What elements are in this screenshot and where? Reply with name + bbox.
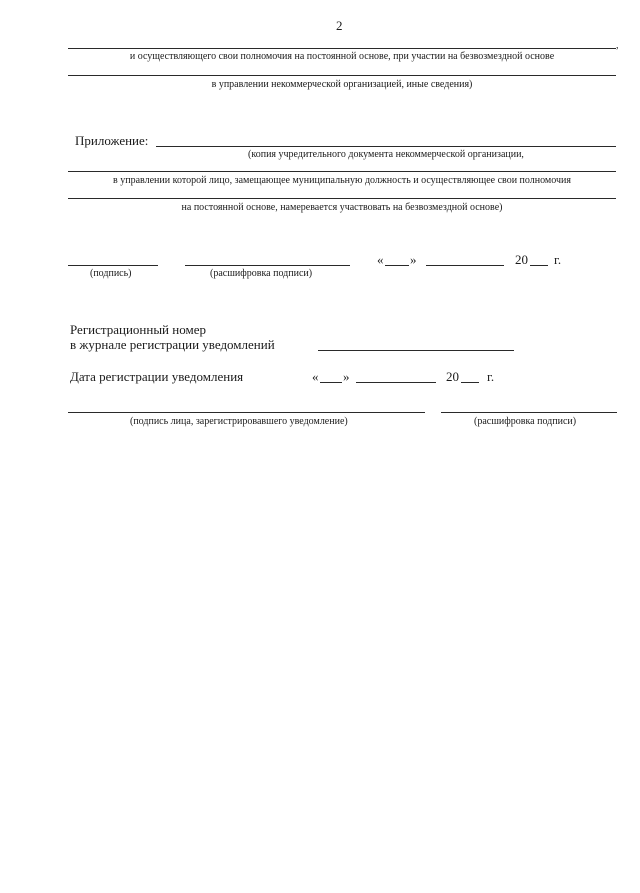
registrar-decode-caption: (расшифровка подписи) [474,416,577,427]
reg-number-line [318,350,514,351]
year-line [461,382,479,383]
field-caption: в управлении некоммерческой организацией, иные сведения) [211,79,473,90]
year-line [530,265,548,266]
day-line [385,265,409,266]
registrar-decode-line [441,412,617,413]
reg-date-label: Дата регистрации уведомления [70,369,244,384]
year-prefix: 20 [446,369,459,384]
quote-open: « [377,252,384,267]
year-suffix: г. [554,252,562,267]
fill-line [68,171,616,172]
field-caption: и осуществляющего свои полномочия на постоянной основе, при участии на безвозмездной основе [129,51,555,62]
decode-line [185,265,350,266]
month-line [356,382,436,383]
field-caption: (копия учредительного документа некоммерческой организации, [248,149,524,160]
fill-line [68,198,616,199]
fill-line [68,48,616,49]
year-prefix: 20 [515,252,528,267]
year-suffix: г. [487,369,495,384]
quote-close: » [343,369,350,384]
month-line [426,265,504,266]
fill-line [156,146,616,147]
registrar-signature-caption: (подпись лица, зарегистрировавшего уведомление) [130,416,348,427]
registrar-signature-line [68,412,425,413]
field-caption: на постоянной основе, намеревается участвовать на безвозмездной основе) [181,202,503,213]
fill-line [68,75,616,76]
decode-caption: (расшифровка подписи) [210,268,313,279]
field-caption: в управлении которой лицо, замещающее муниципальную должность и осуществляющее свои полномочия [113,175,571,186]
signature-line [68,265,158,266]
appendix-label: Приложение: [75,133,149,148]
reg-number-label-2: в журнале регистрации уведомлений [70,337,275,352]
trailing-comma: , [616,40,619,51]
page-number: 2 [336,18,343,33]
signature-caption: (подпись) [90,268,132,279]
quote-close: » [410,252,417,267]
day-line [320,382,342,383]
reg-number-label-1: Регистрационный номер [70,322,206,337]
quote-open: « [312,369,319,384]
